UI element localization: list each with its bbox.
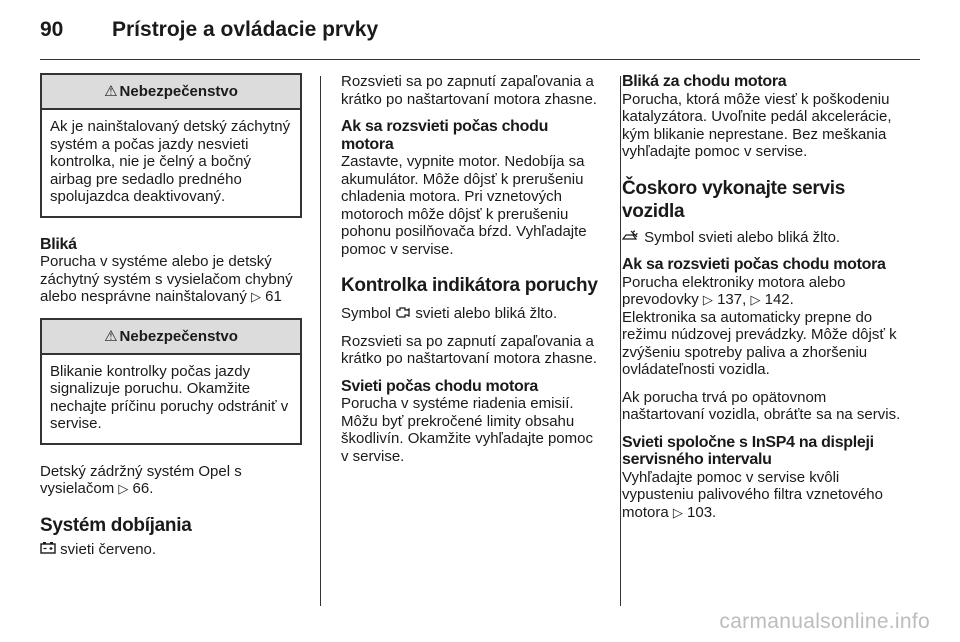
charging-system-heading: Systém dobíjania [40, 514, 192, 536]
page-title: Prístroje a ovládacie prvky [112, 18, 379, 41]
blika-paragraph: Porucha v systéme alebo je detský záchytný systém s vysielačom chybný alebo nesprávne nainštalovaný ▷ 61 [40, 253, 293, 305]
insp-paragraph: Vyhľadajte pomoc v servise kvôli vypusteniu palivového filtra vznetového motora ▷ 103. [622, 468, 883, 521]
column-2 [341, 73, 603, 465]
warning-text: Blikanie kontrolky počas jazdy signalizuje poruchu. Okamžite nechajte príčinu poruchy odstrániť v servise. [50, 362, 289, 432]
reference-arrow-icon: ▷ [750, 292, 761, 307]
column-1 [40, 73, 302, 558]
page-reference[interactable]: 66. [132, 480, 154, 497]
page-header [40, 18, 378, 48]
heading-during-engine: Ak sa rozsvieti počas chodu motora [341, 118, 549, 153]
heading-flash-during-engine: Bliká za chodu motora [622, 73, 787, 90]
reference-arrow-icon: ▷ [118, 481, 129, 496]
page-reference[interactable]: 142. [764, 291, 794, 308]
page-number: 90 [40, 18, 64, 41]
paragraph: Zastavte, vypnite motor. Nedobíja sa akumulátor. Môže dôjsť k prerušeniu chladenia motora. Pri vznetových motoroch môže dôjsť k prerušeniu pohonu posilňovača bŕzd. Vyhľadajte pomoc v servise. [341, 153, 587, 258]
reference-arrow-icon: ▷ [702, 292, 713, 307]
column-divider-1 [320, 76, 321, 606]
column-3 [622, 73, 912, 521]
reference-arrow-icon: ▷ [672, 504, 683, 520]
battery-icon [40, 541, 56, 559]
warning-header [42, 75, 300, 110]
opel-paragraph: Detský zádržný systém Opel s vysielačom ▷ 66. [40, 462, 242, 497]
page-reference[interactable]: 137, [717, 291, 747, 308]
service-symbol-paragraph: Symbol svieti alebo bliká žlto. [622, 229, 912, 247]
symbol-paragraph: Symbol svieti alebo bliká žlto. [341, 305, 558, 322]
malfunction-indicator-heading: Kontrolka indikátora poruchy [341, 275, 598, 296]
blika-heading: Bliká [40, 235, 77, 253]
page-reference[interactable]: 61 [265, 288, 282, 305]
header-rule [40, 59, 920, 60]
warning-label: Nebezpečenstvo [119, 327, 238, 345]
paragraph: Rozsvieti sa po zapnutí zapaľovania a krátko po naštartovaní motora zhasne. [341, 73, 597, 108]
heading-during-engine: Ak sa rozsvieti počas chodu motora [622, 256, 886, 273]
page-reference[interactable]: 103. [687, 503, 717, 521]
paragraph: Porucha v systéme riadenia emisií. Môžu byť prekročené limity obsahu škodlivín. Okamžite vyhľadajte pomoc v servise. [341, 395, 593, 465]
paragraph: Rozsvieti sa po zapnutí zapaľovania a krátko po naštartovaní motora zhasne. [341, 332, 597, 367]
warning-box-1 [40, 73, 302, 218]
heading-lit-during-engine: Svieti počas chodu motora [341, 377, 538, 395]
heading-insp4: Svieti spoločne s InSP4 na displeji servisného intervalu [622, 433, 874, 468]
engine-icon [395, 305, 411, 323]
paragraph: Porucha, ktorá môže viesť k poškodeniu katalyzátora. Uvoľnite pedál akcelerácie, kým blikanie neprestane. Bez meškania vyhľadajte pomoc v servise. [622, 90, 892, 160]
watermark: carmanualsonline.info [719, 610, 930, 633]
warning-triangle-icon: ⚠ [104, 327, 118, 345]
paragraph: Ak porucha trvá po opätovnom naštartovaní vozidla, obráťte sa na servis. [622, 388, 901, 423]
wrench-car-icon [622, 229, 640, 247]
warning-label: Nebezpečenstvo [119, 83, 238, 100]
warning-box-2 [40, 318, 302, 445]
warning-header [42, 320, 300, 355]
charging-paragraph: svieti červeno. [40, 541, 302, 559]
electronics-paragraph: Porucha elektroniky motora alebo prevodovky ▷ 137, ▷ 142. [622, 273, 846, 308]
column-divider-2 [620, 76, 621, 606]
paragraph: Elektronika sa automaticky prepne do režimu núdzovej prevádzky. Môže dôjsť k zvýšeniu spotreby paliva a zhoršeniu ovládateľnosti vozidla. [622, 308, 897, 378]
warning-triangle-icon: ⚠ [104, 83, 118, 100]
reference-arrow-icon: ▷ [251, 289, 261, 304]
service-soon-heading: Čoskoro vykonajte servis vozidla [622, 177, 846, 222]
warning-text: Ak je nainštalovaný detský záchytný systém a počas jazdy nesvieti kontrolka, nie je čelný a bočný airbag pre sedadlo predného spolujazdca deaktivovaný. [50, 118, 291, 205]
